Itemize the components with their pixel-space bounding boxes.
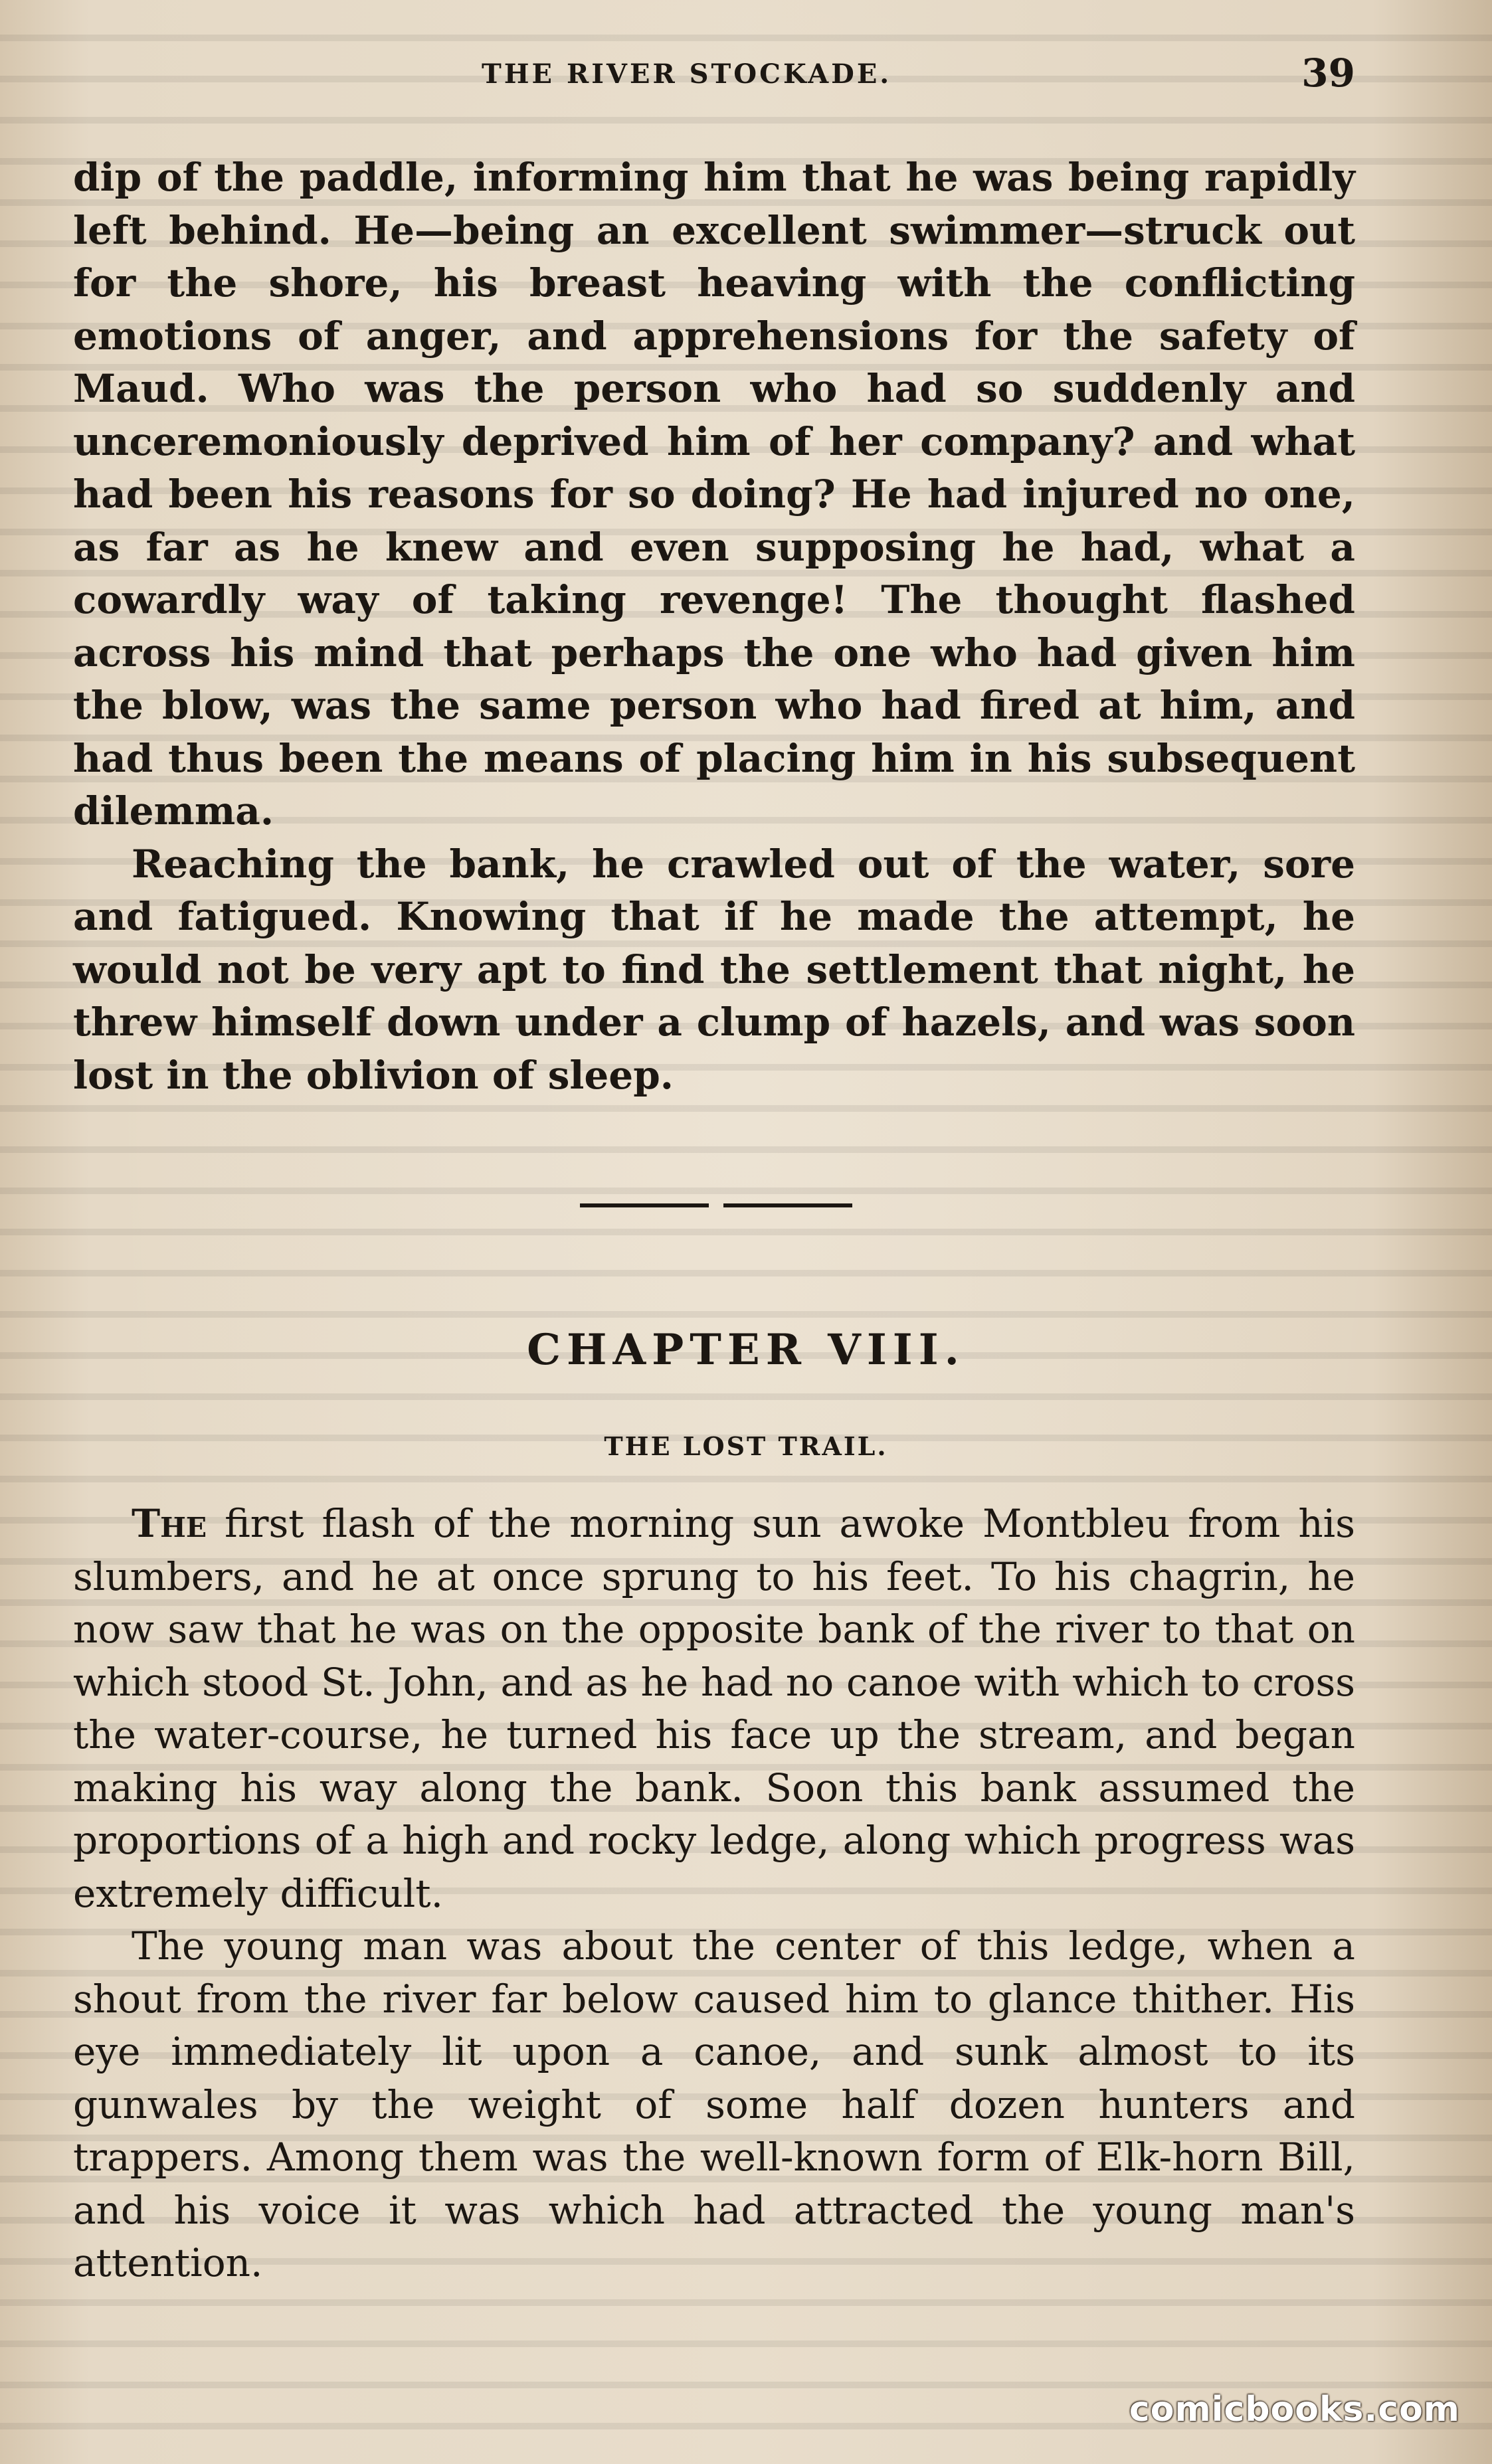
drop-word: The [132,1501,207,1546]
paragraph-text: first flash of the morning sun awoke Montbleu from his slumbers, and he at once sprung to his feet. To his chagrin, he now saw that he was on the opposite bank of the river to that on which stood St. John, and as he had no canoe with which to cross the water-course, he turned his face up the stream, and began making his way along the bank. Soon this bank assumed the proportions of a high and rocky ledge, along which progress was extremely difficult. [73,1501,1355,1916]
paragraph: The young man was about the center of this ledge, when a shout from the river far below caused him to glance thither. His eye immediately lit upon a canoe, and sunk almost to its gunwales by the weight of some half dozen hunters and trappers. Among them was the well-known form of Elk-horn Bill, and his voice it was which had attracted the young man's attention. [73,1923,1355,2285]
text-block-continued [73,151,1355,1102]
paragraph: dip of the paddle, informing him that he was being rapidly left behind. He—being an excellent swimmer—struck out for the shore, his breast heaving with the conflicting emotions of anger, and apprehensions for the safety of Maud. Who was the person who had so suddenly and unceremoniously deprived him of her company? and what had been his reasons for so doing? He had injured no one, as far as he knew and even supposing he had, what a cowardly way of taking revenge! The thought flashed across his mind that perhaps the one who had given him the blow, was the same person who had fired at him, and had thus been the means of placing him in his subsequent dilemma. [73,155,1355,834]
text-block-chapter [73,1498,1355,2290]
paragraph [73,1498,1355,1920]
chapter-heading: CHAPTER VIII. [527,1325,965,1375]
chapter-subtitle: THE LOST TRAIL. [604,1431,888,1461]
section-divider-left [580,1203,709,1207]
watermark: comicbooks.com [1129,2390,1460,2429]
section-divider-right [723,1203,852,1207]
page-number: 39 [1301,50,1355,96]
running-head [73,46,1355,100]
running-title: THE RIVER STOCKADE. [482,58,892,90]
paragraph: Reaching the bank, he crawled out of the water, sore and fatigued. Knowing that if he made the attempt, he would not be very apt to find the settlement that night, he threw himself down under a clump of hazels, and was soon lost in the oblivion of sleep. [73,841,1355,1098]
